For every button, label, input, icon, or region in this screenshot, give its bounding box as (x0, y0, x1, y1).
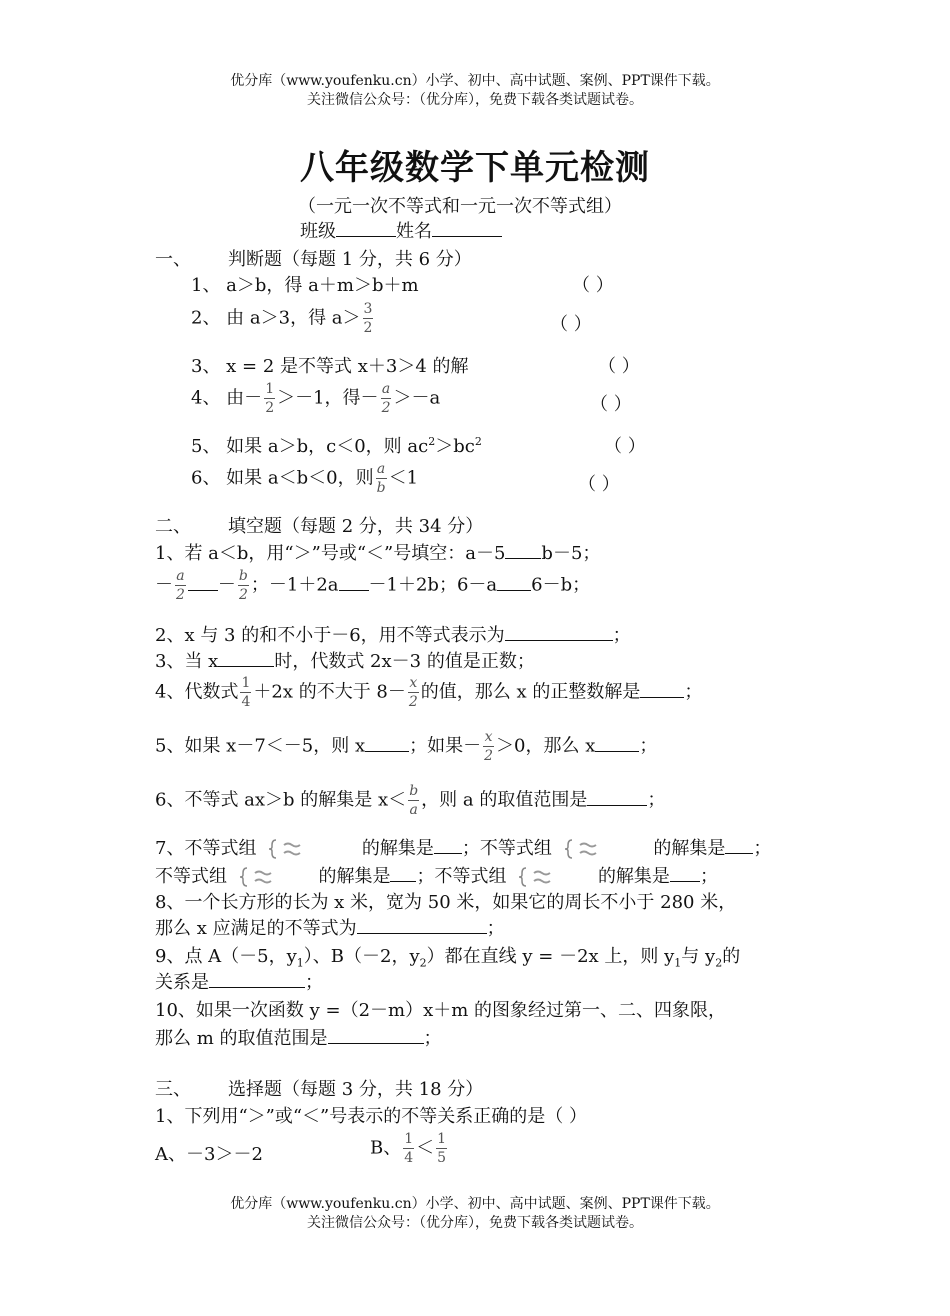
judge-q5 (191, 432, 482, 458)
fill-q8-text-b: 那么 x 应满足的不等式为 (155, 918, 357, 939)
section2-heading: 填空题（每题 2 分，共 34 分） (228, 516, 484, 537)
fill-q7-text-a: 7、不等式组 (155, 838, 257, 859)
class-label: 班级 (300, 221, 336, 242)
section1-number: 一、 (155, 249, 191, 270)
judge-q6 (191, 460, 418, 497)
fill-q3-text-b: 时，代数式 2x－3 的值是正数； (274, 651, 535, 672)
fill-q6-text-c: ； (647, 789, 666, 811)
fill-blank[interactable] (505, 622, 613, 641)
fraction: $\frac{3}{2}$ (363, 301, 373, 336)
fill-q7-text-c: ；不等式组 (461, 838, 552, 859)
fill-q9-text-f: 关系是 (155, 972, 209, 993)
fraction: $\frac{b}{a}$ (409, 783, 419, 818)
fill-q7-line1 (155, 834, 771, 861)
fill-q1-line2 (155, 567, 590, 604)
fill-q9-line2 (155, 968, 323, 994)
page-subtitle: （一元一次不等式和一元一次不等式组） (298, 196, 622, 217)
fill-q10-text-c: ； (423, 1028, 442, 1049)
option-b-label: B、 (370, 1137, 402, 1159)
judge-q4-answer[interactable]: （ ） (590, 394, 632, 415)
fill-blank[interactable] (339, 572, 369, 591)
fraction: $\frac{1}{2}$ (265, 381, 275, 416)
choice-q1-option-a[interactable]: A、－3＞－2 (155, 1144, 263, 1165)
fill-q2-text-a: 2、x 与 3 的和不小于－6，用不等式表示为 (155, 625, 505, 646)
fill-q4-text-a: 4、代数式 (155, 681, 239, 703)
fill-q7-text-b: 的解集是 (361, 838, 434, 859)
name-label: 姓名 (396, 221, 432, 242)
fill-q9-text-g: ； (305, 972, 323, 993)
fill-q2 (155, 621, 631, 647)
fill-blank[interactable] (725, 835, 753, 854)
section3-number: 三、 (155, 1079, 191, 1100)
fill-q4-text-b: ＋2x 的不大于 8－ (253, 681, 406, 703)
judge-q5-answer[interactable]: （ ） (604, 436, 646, 457)
fill-q5-text-b: ；如果－ (409, 735, 482, 757)
fill-q8-text-c: ； (486, 918, 505, 939)
bottom-banner-line2: 关注微信公众号：（优分库），免费下载各类试题试卷。 (307, 1215, 643, 1231)
judge-q1-answer[interactable]: （ ） (572, 275, 614, 296)
judge-q5-text-b: ＞bc (435, 436, 475, 457)
judge-q2-text: 2、 由 a＞3，得 a＞ (191, 307, 361, 329)
fill-q5 (155, 728, 657, 765)
fill-q9-text-e: 的 (722, 946, 741, 967)
fraction: $\frac{1}{4}$ (241, 675, 251, 710)
fill-blank[interactable] (505, 540, 541, 559)
subscript: 2 (419, 956, 427, 970)
superscript: 2 (474, 435, 482, 448)
fraction: $\frac{1}{5}$ (437, 1131, 447, 1166)
fill-q4-text-c: 的值，那么 x 的正整数解是 (420, 681, 641, 703)
fill-q1-text-b: b－5； (541, 543, 601, 564)
judge-q2 (191, 300, 375, 337)
fill-q6 (155, 782, 665, 819)
fraction: $\frac{x}{2}$ (484, 729, 494, 764)
judge-q4-text-b: ＞－1，得－ (277, 387, 379, 409)
fraction: $\frac{a}{2}$ (176, 568, 185, 603)
section1-heading: 判断题（每题 1 分，共 6 分） (228, 249, 472, 270)
fill-q7-text-h: ；不等式组 (416, 866, 507, 887)
section2-number: 二、 (155, 516, 191, 537)
inequality-system-graphic (266, 837, 312, 861)
fill-q9-text-c: ）都在直线 y = －2x 上，则 y (426, 946, 675, 967)
judge-q4-text-a: 4、 由－ (191, 387, 263, 409)
fill-q3-text-a: 3、当 x (155, 651, 219, 672)
fill-q6-text-b: ，则 a 的取值范围是 (421, 789, 588, 811)
fill-q1-text-f: －1＋2b；6－a (368, 574, 498, 596)
subscript: 1 (674, 956, 682, 970)
fill-q9-text-a: 9、点 A（－5，y (155, 946, 297, 967)
fill-blank[interactable] (670, 863, 700, 882)
fraction: $\frac{1}{4}$ (404, 1131, 414, 1166)
judge-q4-text-c: ＞－a (393, 387, 441, 409)
fill-blank[interactable] (434, 835, 462, 854)
fill-q1-text-c: － (155, 574, 173, 596)
fill-q1-text-e: ；－1＋2a (250, 574, 339, 596)
inequality-system-graphic (237, 865, 283, 889)
judge-q4 (191, 380, 440, 417)
fill-q1-text-d: － (217, 574, 236, 596)
fill-q7-text-d: 的解集是 (653, 838, 726, 859)
fill-blank[interactable] (497, 572, 531, 591)
fill-q7-text-i: 的解集是 (597, 866, 670, 887)
fill-q4 (155, 674, 702, 711)
fill-blank[interactable] (357, 915, 487, 934)
page-title: 八年级数学下单元检测 (300, 148, 650, 188)
fraction: $\frac{b}{2}$ (238, 568, 248, 603)
judge-q6-text-b: ＜1 (388, 467, 419, 489)
fill-q3 (155, 647, 535, 673)
fill-blank[interactable] (188, 572, 218, 591)
fill-q5-text-a: 5、如果 x－7＜－5，则 x (155, 735, 366, 757)
fill-q8-line1: 8、一个长方形的长为 x 米，宽为 50 米，如果它的周长不小于 280 米， (155, 892, 737, 913)
fill-q7-text-g: 的解集是 (318, 866, 391, 887)
fraction: $\frac{a}{2}$ (381, 381, 391, 416)
fill-q7-text-e: ； (753, 838, 772, 859)
judge-q6-answer[interactable]: （ ） (578, 474, 620, 495)
fill-blank[interactable] (328, 1025, 424, 1044)
fill-q9-line1 (155, 942, 740, 970)
top-banner-line1: 优分库（www.youfenku.cn）小学、初中、高中试题、案例、PPT课件下载。 (230, 73, 720, 89)
less-than-sign: ＜ (416, 1137, 435, 1159)
fill-blank[interactable] (587, 787, 647, 806)
fill-q10-line1: 10、如果一次函数 y =（2－m）x＋m 的图象经过第一、二、四象限， (155, 1000, 727, 1021)
subscript: 2 (715, 956, 723, 970)
choice-q1: 1、下列用“＞”或“＜”号表示的不等关系正确的是（ ） (155, 1106, 587, 1127)
fill-blank[interactable] (365, 733, 409, 752)
fill-q2-text-b: ； (612, 625, 631, 646)
class-name-line (300, 217, 502, 243)
fill-q1-text-g: 6－b； (531, 574, 591, 596)
fill-q9-text-b: ）、B（－2，y (303, 946, 420, 967)
fill-q1-text-a: 1、若 a＜b，用“＞”号或“＜”号填空：a－5 (155, 543, 506, 564)
fill-blank[interactable] (209, 969, 305, 988)
fill-q10-text-b: 那么 m 的取值范围是 (155, 1028, 328, 1049)
fill-q10-line2 (155, 1024, 442, 1050)
judge-q5-text-a: 5、 如果 a＞b，c＜0，则 ac (191, 436, 429, 457)
fill-q9-text-d: 与 y (681, 946, 716, 967)
fill-q5-text-c: ＞0，那么 x (496, 735, 596, 757)
fill-q6-text-a: 6、不等式 ax＞b 的解集是 x＜ (155, 789, 407, 811)
fill-q7-text-f: 不等式组 (155, 866, 227, 887)
inequality-system-graphic (516, 865, 562, 889)
fill-q7-text-j: ； (699, 866, 718, 887)
bottom-banner-line1: 优分库（www.youfenku.cn）小学、初中、高中试题、案例、PPT课件下载。 (230, 1196, 720, 1212)
subscript: 1 (296, 956, 304, 970)
choice-q1-option-b[interactable] (370, 1130, 449, 1167)
judge-q3-answer[interactable]: （ ） (598, 356, 640, 377)
fill-blank[interactable] (218, 648, 274, 667)
fraction: $\frac{x}{2}$ (408, 675, 418, 710)
name-blank[interactable] (432, 218, 502, 237)
inequality-system-graphic (562, 837, 608, 861)
judge-q6-text-a: 6、 如果 a＜b＜0，则 (191, 467, 374, 489)
superscript: 2 (428, 435, 436, 448)
fill-blank[interactable] (390, 863, 416, 882)
fill-blank[interactable] (595, 733, 639, 752)
fill-q5-text-d: ； (639, 735, 658, 757)
fraction: $\frac{a}{b}$ (376, 461, 386, 496)
judge-q2-answer[interactable]: （ ） (550, 314, 592, 335)
section3-heading: 选择题（每题 3 分，共 18 分） (228, 1079, 484, 1100)
fill-blank[interactable] (640, 679, 684, 698)
fill-q1-line1 (155, 539, 600, 565)
judge-q1: 1、 a＞b，得 a＋m＞b＋m (191, 275, 419, 296)
class-blank[interactable] (336, 218, 396, 237)
judge-q3: 3、 x = 2 是不等式 x＋3＞4 的解 (191, 356, 469, 377)
fill-q4-text-d: ； (684, 681, 703, 703)
fill-q7-line2 (155, 862, 718, 889)
top-banner-line2: 关注微信公众号：（优分库），免费下载各类试题试卷。 (307, 92, 643, 108)
fill-q8-line2 (155, 914, 505, 940)
